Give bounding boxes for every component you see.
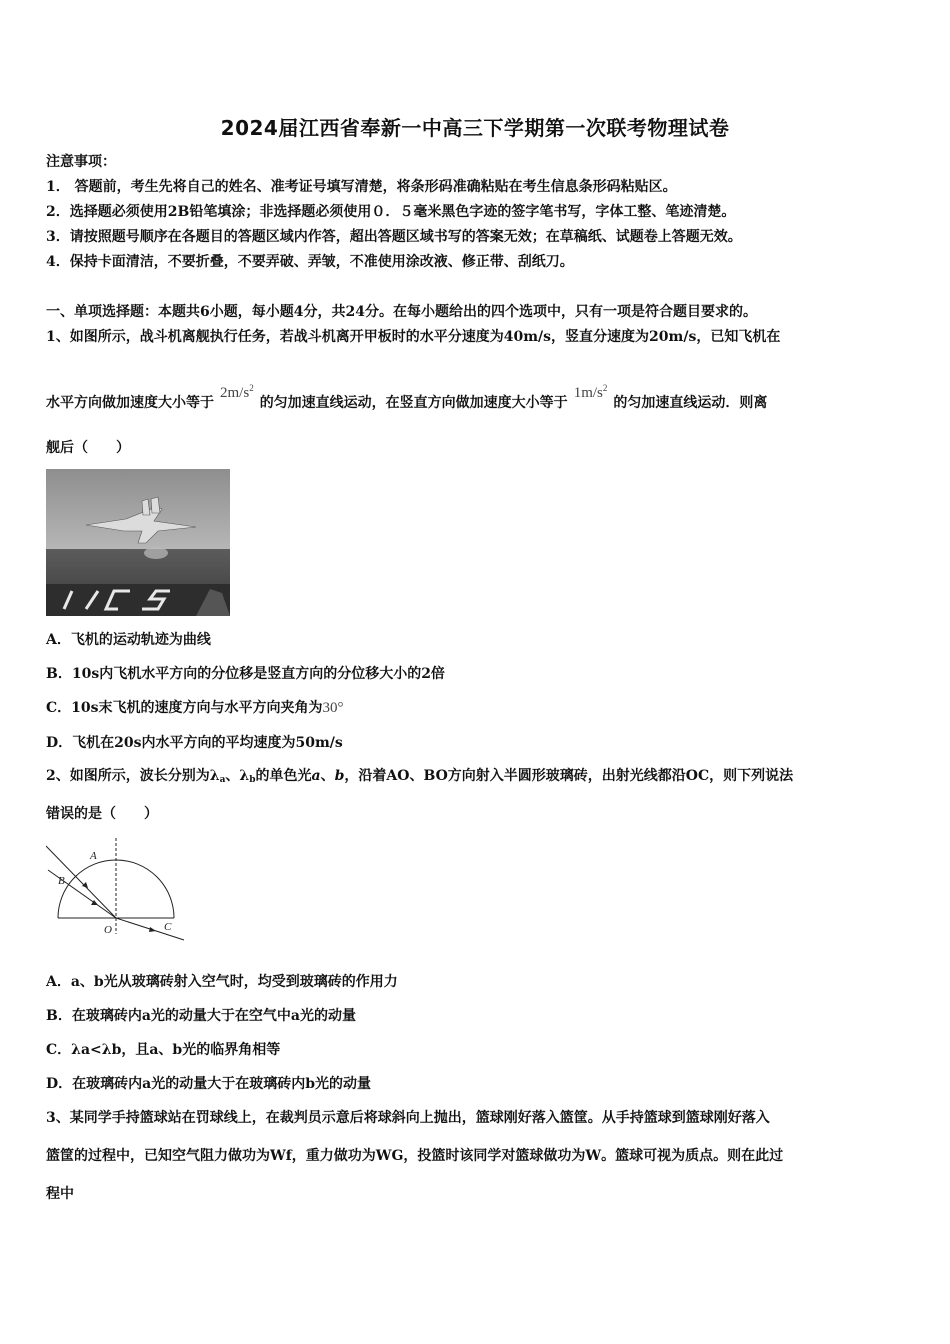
q2-option-b: B．在玻璃砖内a光的动量大于在空气中a光的动量 bbox=[46, 1008, 356, 1024]
q2-stem-line2: 错误的是（ ） bbox=[46, 806, 158, 822]
lambda-b: $\lambda_b$ bbox=[239, 768, 256, 785]
notice-item-1: 1． 答题前，考生先将自己的姓名、准考证号填写清楚，将条形码准确粘贴在考生信息条形码粘贴区。 bbox=[46, 179, 677, 195]
q3-stem-line2: 篮筐的过程中，已知空气阻力做功为Wf，重力做功为WG，投篮时该同学对篮球做功为W。篮球可视为质点。则在此过 bbox=[46, 1148, 784, 1164]
accel-horizontal: $2m/s^2$ bbox=[220, 383, 254, 401]
q3-stem-line3: 程中 bbox=[46, 1186, 74, 1202]
q1-stem-line1: 1、如图所示，战斗机离舰执行任务，若战斗机离开甲板时的水平分速度为40m/s，竖直分速度为20m/s，已知飞机在 bbox=[46, 329, 781, 345]
lambda-a: $\lambda_a$ bbox=[209, 768, 226, 785]
notice-item-3: 3．请按照题号顺序在各题目的答题区域内作答，超出答题区域书写的答案无效；在草稿纸、试题卷上答题无效。 bbox=[46, 229, 742, 245]
page-title: 2024届江西省奉新一中高三下学期第一次联考物理试卷 bbox=[220, 116, 730, 140]
q1-stem-line2-part1: 水平方向做加速度大小等于 bbox=[46, 395, 214, 411]
q1-option-b: B．10s内飞机水平方向的分位移是竖直方向的分位移大小的2倍 bbox=[46, 666, 445, 682]
q1-stem-line2-part3: 的匀加速直线运动．则离 bbox=[613, 395, 768, 411]
fighter-jet-photo bbox=[46, 469, 230, 616]
q1-option-a: A．飞机的运动轨迹为曲线 bbox=[46, 632, 211, 648]
label-c: C bbox=[164, 921, 172, 933]
q1-stem-line2 bbox=[46, 383, 768, 413]
q1-stem-line3: 舰后（ ） bbox=[46, 440, 130, 456]
semicircle-glass-diagram bbox=[46, 838, 191, 942]
accel-vertical: $1m/s^2$ bbox=[573, 383, 608, 401]
notice-heading: 注意事项： bbox=[46, 154, 116, 170]
section-heading: 一、单项选择题：本题共6小题，每小题4分，共24分。在每小题给出的四个选项中，只有一项是符合题目要求的。 bbox=[46, 304, 757, 320]
q1-option-c: C．10s末飞机的速度方向与水平方向夹角为30° bbox=[46, 700, 344, 716]
notice-item-4: 4．保持卡面清洁，不要折叠，不要弄破、弄皱，不准使用涂改液、修正带、刮纸刀。 bbox=[46, 254, 574, 270]
q2-option-c: C．λa<λb，且a、b光的临界角相等 bbox=[46, 1042, 281, 1058]
label-b: B bbox=[58, 875, 65, 887]
notice-item-2: 2．选择题必须使用2B铅笔填涂；非选择题必须使用０．５毫米黑色字迹的签字笔书写，字体工整、笔迹清楚。 bbox=[46, 204, 736, 220]
label-a: A bbox=[90, 850, 97, 862]
q1-stem-line2-part2: 的匀加速直线运动，在竖直方向做加速度大小等于 bbox=[259, 395, 568, 411]
label-o: O bbox=[104, 924, 112, 936]
q2-option-d: D．在玻璃砖内a光的动量大于在玻璃砖内b光的动量 bbox=[46, 1076, 371, 1092]
q2-option-a: A．a、b光从玻璃砖射入空气时，均受到玻璃砖的作用力 bbox=[46, 974, 398, 990]
q3-stem-line1: 3、某同学手持篮球站在罚球线上，在裁判员示意后将球斜向上抛出，篮球刚好落入篮筐。从手持篮球到篮球刚好落入 bbox=[46, 1110, 770, 1126]
q1-option-d: D．飞机在20s内水平方向的平均速度为50m/s bbox=[46, 735, 343, 751]
angle-value: 30° bbox=[322, 700, 344, 716]
q2-stem-line1: 2、如图所示，波长分别为$\lambda_a$、$\lambda_b$的单色光a、b，沿着AO、BO方向射入半圆形玻璃砖，出射光线都沿OC，则下列说法 bbox=[46, 768, 794, 785]
